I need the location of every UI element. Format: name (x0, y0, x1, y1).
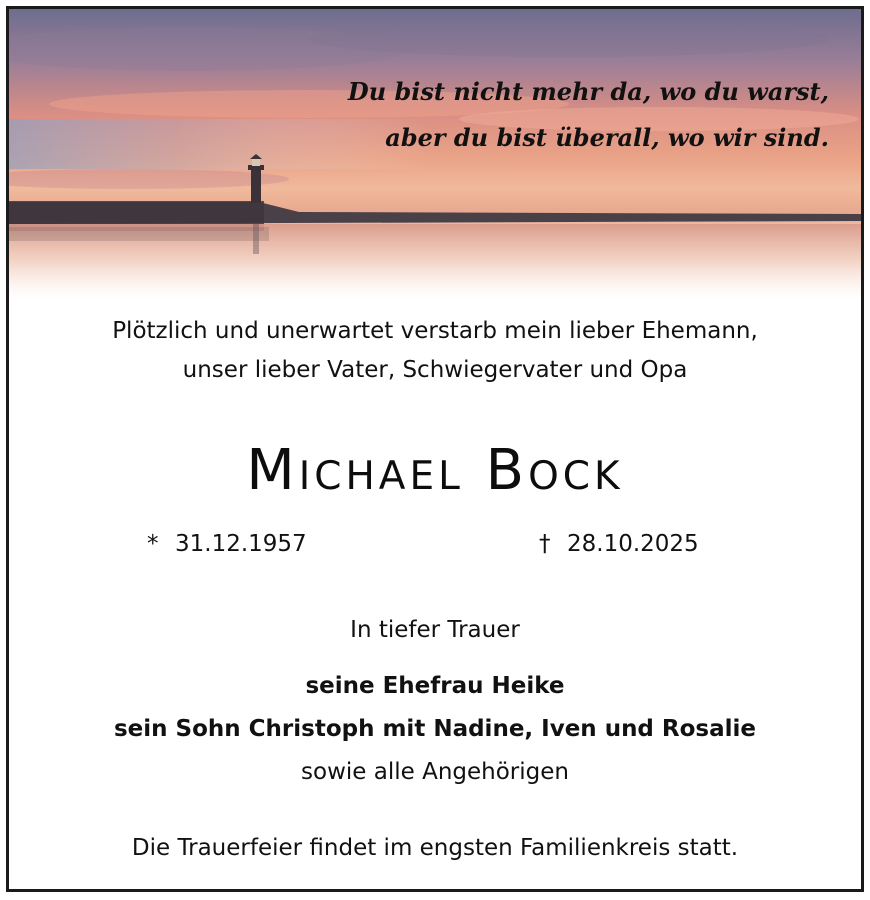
obituary-frame (6, 6, 864, 892)
funeral-note: Die Trauerfeier findet im engsten Familienkreis statt. (131, 835, 739, 861)
death-date-value: 28.10.2025 (567, 531, 699, 557)
intro-text (9, 312, 861, 390)
intro-line-2: unser lieber Vater, Schwiegervater und Opa (182, 357, 688, 383)
deceased-name: Michael Bock (246, 438, 624, 503)
mourning-heading: In tiefer Trauer (350, 617, 520, 643)
mourner-relatives: sowie alle Angehörigen (301, 759, 569, 785)
death-cross-symbol: † (539, 531, 551, 557)
quote-line-1: Du bist nicht mehr da, wo du warst, (347, 77, 829, 106)
intro-line-1: Plötzlich und unerwartet verstarb mein lieber Ehemann, (112, 318, 758, 344)
death-date (539, 531, 699, 557)
birth-symbol: * (147, 531, 159, 557)
mourners-list (9, 665, 861, 794)
mourner-son: sein Sohn Christoph mit Nadine, Iven und Rosalie (113, 716, 756, 742)
birth-date (147, 531, 307, 557)
quote-line-2: aber du bist überall, wo wir sind. (385, 123, 829, 152)
birth-date-value: 31.12.1957 (175, 531, 307, 557)
quote (348, 69, 829, 161)
life-dates (9, 531, 861, 565)
mourner-wife: seine Ehefrau Heike (305, 673, 565, 699)
